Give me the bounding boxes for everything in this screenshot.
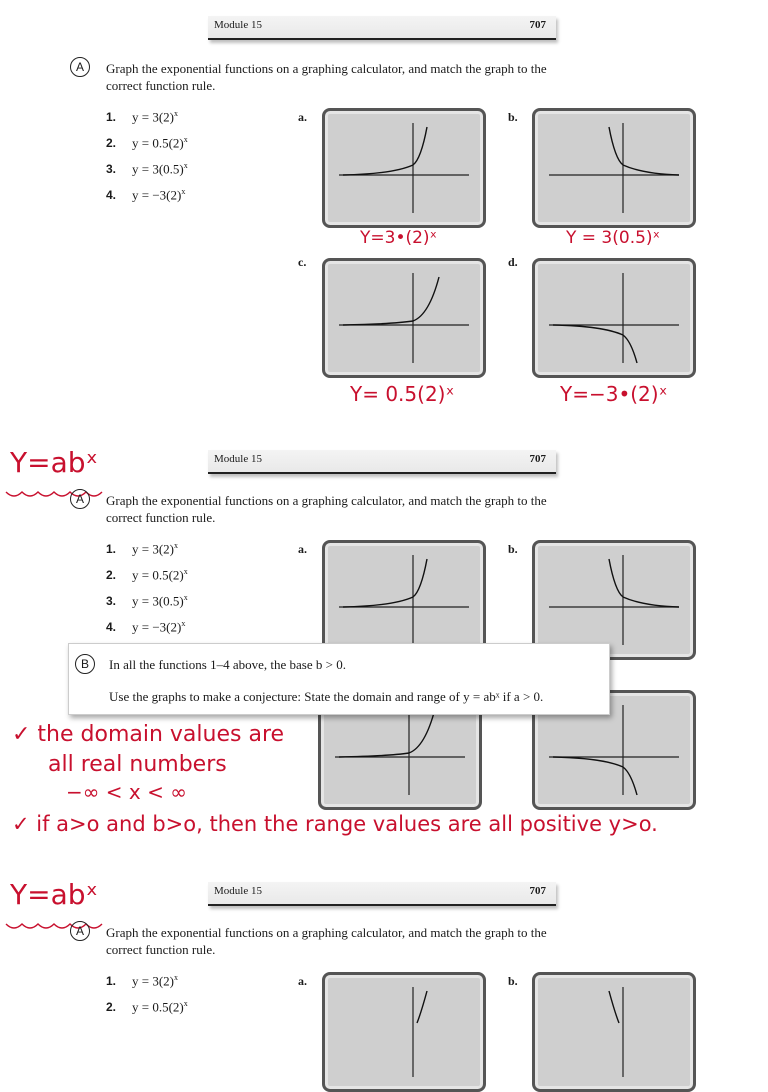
function-rule-2: 2. $y = 0.5(2)^x$ xyxy=(106,567,188,583)
module-label: Module 15 xyxy=(214,19,262,31)
calculator-screen-b xyxy=(532,972,696,1092)
function-rule-3: 3. $y = 3(0.5)^x$ xyxy=(106,593,188,609)
page-header-2: Module 15 707 xyxy=(208,450,556,474)
calculator-screen-b xyxy=(532,540,696,660)
page-header-3: Module 15 707 xyxy=(208,882,556,906)
page-number: 707 xyxy=(529,19,546,31)
graph-label-d: d. xyxy=(508,255,518,269)
answer-b-handwritten: Y = 3(0.5)ˣ xyxy=(566,228,661,248)
graph-label-a: a. xyxy=(298,110,307,124)
calculator-screen-a xyxy=(322,540,486,660)
calculator-screen-b xyxy=(532,108,696,228)
graph-a xyxy=(333,983,475,1081)
note-range: ✓ if a>o and b>o, then the range values are all positive y>o. xyxy=(12,812,658,836)
graph-d xyxy=(543,701,685,799)
graph-label-a: a. xyxy=(298,542,307,556)
answer-a-handwritten: Y=3•(2)ˣ xyxy=(360,228,438,248)
function-rule-1: 1. $y = 3(2)^x$ xyxy=(106,541,178,557)
task-b-line1: In all the functions 1–4 above, the base b > 0. xyxy=(109,657,346,672)
graph-label-b: b. xyxy=(508,542,518,556)
graph-a xyxy=(333,119,475,217)
graph-c xyxy=(333,269,475,367)
note-domain-1: ✓ the domain values are xyxy=(12,722,285,747)
task-b-line2: Use the graphs to make a conjecture: State the domain and range of y = abˣ if a > 0. xyxy=(109,689,544,704)
note-domain-2: all real numbers xyxy=(48,752,227,777)
graph-label-b: b. xyxy=(508,974,518,988)
task-a-badge-3: A xyxy=(70,921,90,941)
task-a-prompt-3: Graph the exponential functions on a graphing calculator, and match the graph to the correct function rule. xyxy=(106,925,547,957)
task-b-box xyxy=(68,643,610,715)
task-a-badge-2: A xyxy=(70,489,90,509)
note-domain-3: −∞ < x < ∞ xyxy=(66,780,187,804)
general-form-underline-2 xyxy=(4,914,114,934)
answer-d-handwritten: Y=−3•(2)ˣ xyxy=(560,382,668,406)
function-rule-1: 1. $y = 3(2)^x$ xyxy=(106,109,178,125)
function-rule-2: 2. $y = 0.5(2)^x$ xyxy=(106,135,188,151)
graph-b xyxy=(543,119,685,217)
answer-c-handwritten: Y= 0.5(2)ˣ xyxy=(350,382,455,406)
function-rule-2: 2. $y = 0.5(2)^x$ xyxy=(106,999,188,1015)
calculator-screen-c xyxy=(322,258,486,378)
graph-label-a: a. xyxy=(298,974,307,988)
general-form-handwritten-2: Y=abˣ xyxy=(10,878,98,911)
task-b-badge: B xyxy=(75,654,95,674)
graph-a xyxy=(333,551,475,649)
graph-c xyxy=(329,701,471,799)
task-a-badge: A xyxy=(70,57,90,77)
task-a-prompt-2: Graph the exponential functions on a graphing calculator, and match the graph to the correct function rule. xyxy=(106,493,547,525)
graph-d xyxy=(543,269,685,367)
general-form-handwritten: Y=abˣ xyxy=(10,446,98,479)
function-rule-1: 1. $y = 3(2)^x$ xyxy=(106,973,178,989)
function-rule-4: 4. $y = -3(2)^x$ xyxy=(106,619,186,635)
function-rule-3: 3. $y = 3(0.5)^x$ xyxy=(106,161,188,177)
calculator-screen-a xyxy=(322,972,486,1092)
calculator-screen-a xyxy=(322,108,486,228)
graph-b xyxy=(543,983,685,1081)
graph-b xyxy=(543,551,685,649)
graph-label-c: c. xyxy=(298,255,307,269)
calculator-screen-d xyxy=(532,258,696,378)
function-rule-4: 4. $y = -3(2)^x$ xyxy=(106,187,186,203)
page-header xyxy=(208,16,556,40)
task-a-prompt: Graph the exponential functions on a graphing calculator, and match the graph to the correct function rule. xyxy=(106,61,547,93)
graph-label-b: b. xyxy=(508,110,518,124)
general-form-underline xyxy=(4,482,114,502)
